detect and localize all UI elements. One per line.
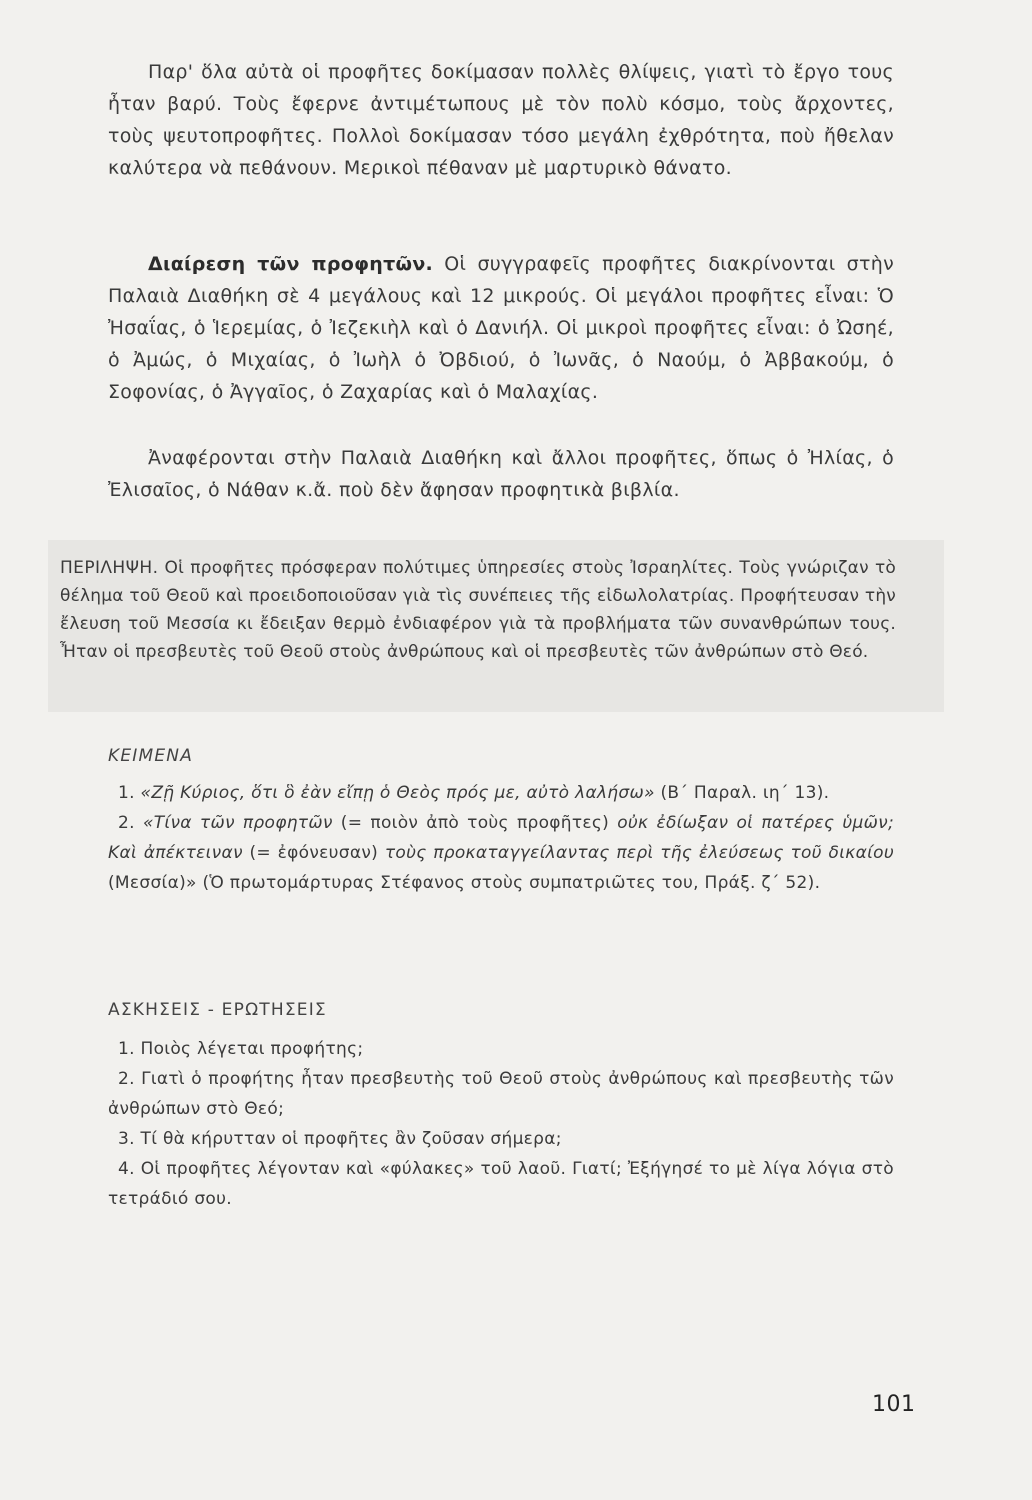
texts-section	[108, 746, 894, 898]
texts-item-2-reference: (Ὁ πρωτομάρτυρας Στέφανος στοὺς συμπατριῶτες του, Πράξ. ζ΄ 52).	[202, 873, 821, 893]
exercises-section	[108, 1000, 894, 1214]
exercise-item-3: 3. Τί θὰ κήρυτταν οἱ προφῆτες ἂν ζοῦσαν σήμερα;	[118, 1129, 562, 1149]
texts-item-2-quote-1: «Τίνα τῶν προφητῶν	[142, 813, 333, 833]
division-text: Οἱ συγγραφεῖς προφῆτες διακρίνονται στὴν Παλαιὰ Διαθήκη σὲ 4 μεγάλους καὶ 12 μικρούς. Οἱ μεγάλοι προφῆτες εἶναι: Ὁ Ἠσαΐας, ὁ Ἱερεμίας, ὁ Ἰεζεκιὴλ καὶ ὁ Δανιήλ. Οἱ μικροὶ προφῆτες εἶναι: ὁ Ὠσηέ, ὁ Ἀμώς, ὁ Μιχαίας, ὁ Ἰωὴλ ὁ Ὀβδιού, ὁ Ἰωνᾶς, ὁ Ναούμ, ὁ Ἀββακούμ, ὁ Σοφονίας, ὁ Ἀγγαῖος, ὁ Ζαχαρίας καὶ ὁ Μαλαχίας.	[108, 253, 894, 403]
texts-item-1-number: 1.	[118, 783, 135, 803]
exercise-item-1: 1. Ποιὸς λέγεται προφήτης;	[118, 1039, 364, 1059]
texts-item-1-quote: «Ζῇ Κύριος, ὅτι ὃ ἐὰν εἴπῃ ὁ Θεὸς πρός με, αὐτὸ λαλήσω»	[140, 783, 655, 803]
exercise-item-4: 4. Οἱ προφῆτες λέγονταν καὶ «φύλακες» τοῦ λαοῦ. Γιατί; Ἐξήγησέ το μὲ λίγα λόγια στὸ τετράδιό σου.	[108, 1159, 894, 1209]
division-heading: Διαίρεση τῶν προφητῶν.	[148, 253, 434, 275]
division-paragraph	[108, 248, 894, 408]
page-number: 101	[872, 1392, 916, 1417]
texts-item-2-gloss-3: (Μεσσία)»	[108, 873, 203, 893]
texts-item-1-reference: (Β΄ Παραλ. ιη΄ 13).	[654, 783, 830, 803]
texts-item-2	[108, 808, 894, 898]
texts-item-2-number: 2.	[118, 813, 135, 833]
intro-text: Παρ' ὅλα αὐτὰ οἱ προφῆτες δοκίμασαν πολλὲς θλίψεις, γιατὶ τὸ ἔργο τους ἦταν βαρύ. Τοὺς ἔφερνε ἀντιμέτωπους μὲ τὸν πολὺ κόσμο, τοὺς ἄρχοντες, τοὺς ψευτοπροφῆτες. Πολλοὶ δοκίμασαν τόσο μεγάλη ἐχθρότητα, ποὺ ἤθελαν καλύτερα νὰ πεθάνουν. Μερικοὶ πέθαναν μὲ μαρτυρικὸ θάνατο.	[108, 61, 894, 179]
texts-item-2-gloss-1: (= ποιὸν ἀπὸ τοὺς προφῆτες)	[332, 813, 618, 833]
summary-label: ΠΕΡΙΛΗΨΗ.	[60, 558, 159, 578]
summary-paragraph	[60, 554, 896, 666]
exercises-title: ΑΣΚΗΣΕΙΣ - ΕΡΩΤΗΣΕΙΣ	[108, 1000, 327, 1020]
texts-item-2-quote-3: τοὺς προκαταγγείλαντας περὶ τῆς ἐλεύσεως τοῦ δικαίου	[384, 843, 895, 863]
texts-item-2-quote-2: οὐκ ἐδίωξαν οἱ πατέρες ὑμῶν; Καὶ ἀπέκτειναν	[108, 813, 895, 863]
summary-text: Οἱ προφῆτες πρόσφεραν πολύτιμες ὑπηρεσίες στοὺς Ἰσραηλίτες. Τοὺς γνώριζαν τὸ θέλημα τοῦ Θεοῦ καὶ προειδοποιοῦσαν γιὰ τὶς συνέπειες τῆς εἰδωλολατρίας. Προφήτευσαν τὴν ἔλευση τοῦ Μεσσία κι ἔδειξαν θερμὸ ἐνδιαφέρον γιὰ τὰ προβλήματα τῶν συνανθρώπων τους. Ἦταν οἱ πρεσβευτὲς τοῦ Θεοῦ στοὺς ἀνθρώπους καὶ οἱ πρεσβευτὲς τῶν ἀνθρώπων στὸ Θεό.	[60, 558, 896, 662]
intro-paragraph	[108, 56, 894, 184]
other-prophets-paragraph	[108, 442, 894, 506]
other-prophets-text: Ἀναφέρονται στὴν Παλαιὰ Διαθήκη καὶ ἄλλοι προφῆτες, ὅπως ὁ Ἠλίας, ὁ Ἐλισαῖος, ὁ Νάθαν κ.ἄ. ποὺ δὲν ἄφησαν προφητικὰ βιβλία.	[108, 447, 894, 501]
texts-item-1	[108, 778, 894, 808]
texts-title: ΚΕΙΜΕΝΑ	[108, 746, 194, 766]
texts-item-2-gloss-2: (= ἐφόνευσαν)	[242, 843, 385, 863]
exercise-item-2: 2. Γιατὶ ὁ προφήτης ἦταν πρεσβευτὴς τοῦ Θεοῦ στοὺς ἀνθρώπους καὶ πρεσβευτὴς τῶν ἀνθρώπων στὸ Θεό;	[108, 1069, 894, 1119]
